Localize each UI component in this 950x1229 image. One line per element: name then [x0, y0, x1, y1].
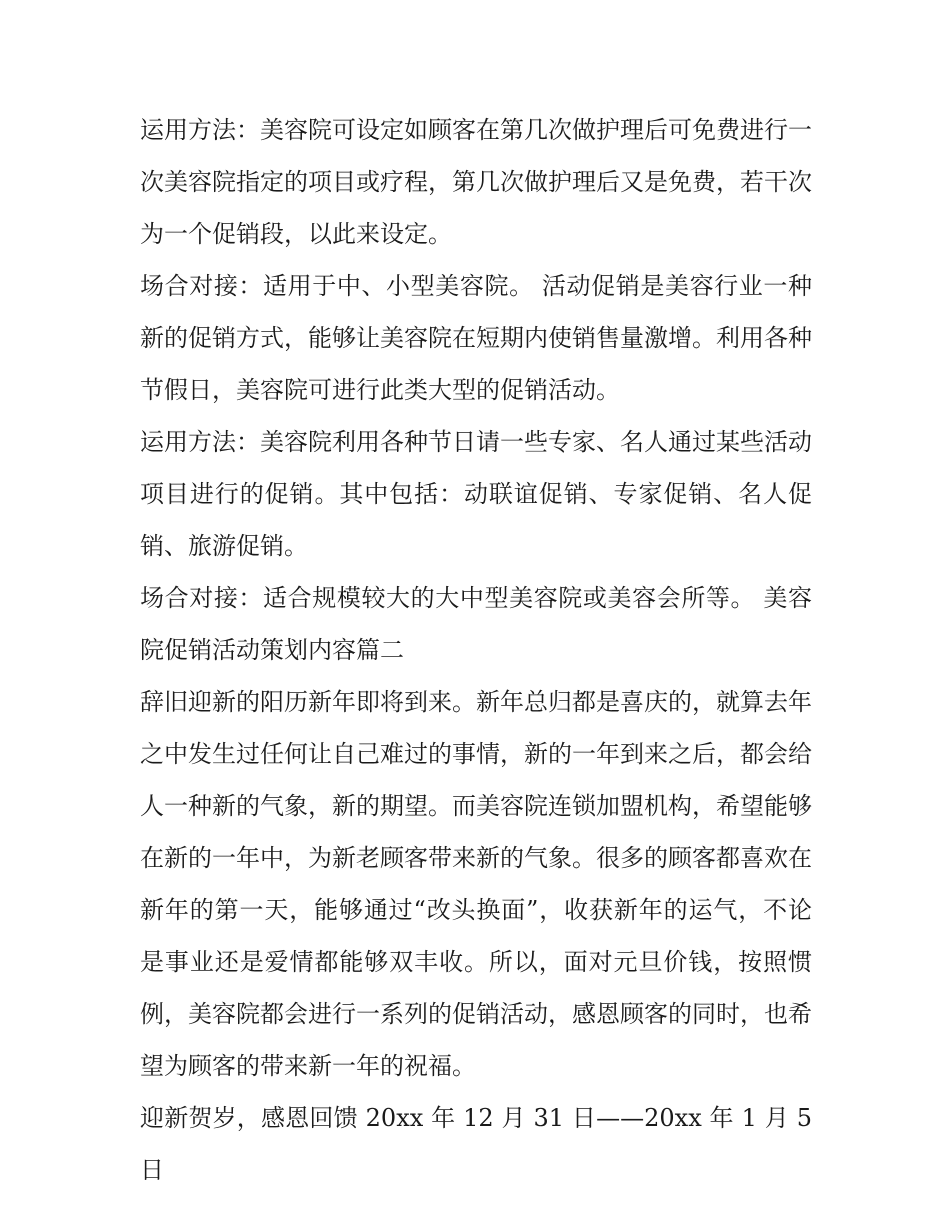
paragraph-usage-method-1: 运用方法：美容院可设定如顾客在第几次做护理后可免费进行一次美容院指定的项目或疗程，第几次做护理后又是免费，若干次为一个促销段，以此来设定。 [140, 116, 812, 248]
paragraph-new-year-intro: 辞旧迎新的阳历新年即将到来。新年总归都是喜庆的，就算去年之中发生过任何让自己难过的事情，新的一年到来之后，都会给人一种新的气象，新的期望。而美容院连锁加盟机构，希望能够在新的一年中，为新老顾客带来新的气象。很多的顾客都喜欢在新年的第一天，能够通过“改头换面”，收获新年的运气，不论是事业还是爱情都能够双丰收。所以，面对元旦价钱，按照惯例，美容院都会进行一系列的促销活动，感恩顾客的同时，也希望为顾客的带来新一年的祝福。 [140, 688, 812, 1080]
paragraph-applicable-scene-1: 场合对接：适用于中、小型美容院。 活动促销是美容行业一种新的促销方式，能够让美容院在短期内使销售量激增。利用各种节假日，美容院可进行此类大型的促销活动。 [140, 272, 812, 404]
paragraph-event-dates: 迎新贺岁，感恩回馈 20xx 年 12 月 31 日——20xx 年 1 月 5 日 [140, 1104, 812, 1184]
paragraph-usage-method-2: 运用方法：美容院利用各种节日请一些专家、名人通过某些活动项目进行的促销。其中包括：动联谊促销、专家促销、名人促销、旅游促销。 [140, 428, 812, 560]
paragraph-applicable-scene-2: 场合对接：适合规模较大的大中型美容院或美容会所等。 美容院促销活动策划内容篇二 [140, 584, 812, 664]
document-body [140, 104, 812, 1196]
